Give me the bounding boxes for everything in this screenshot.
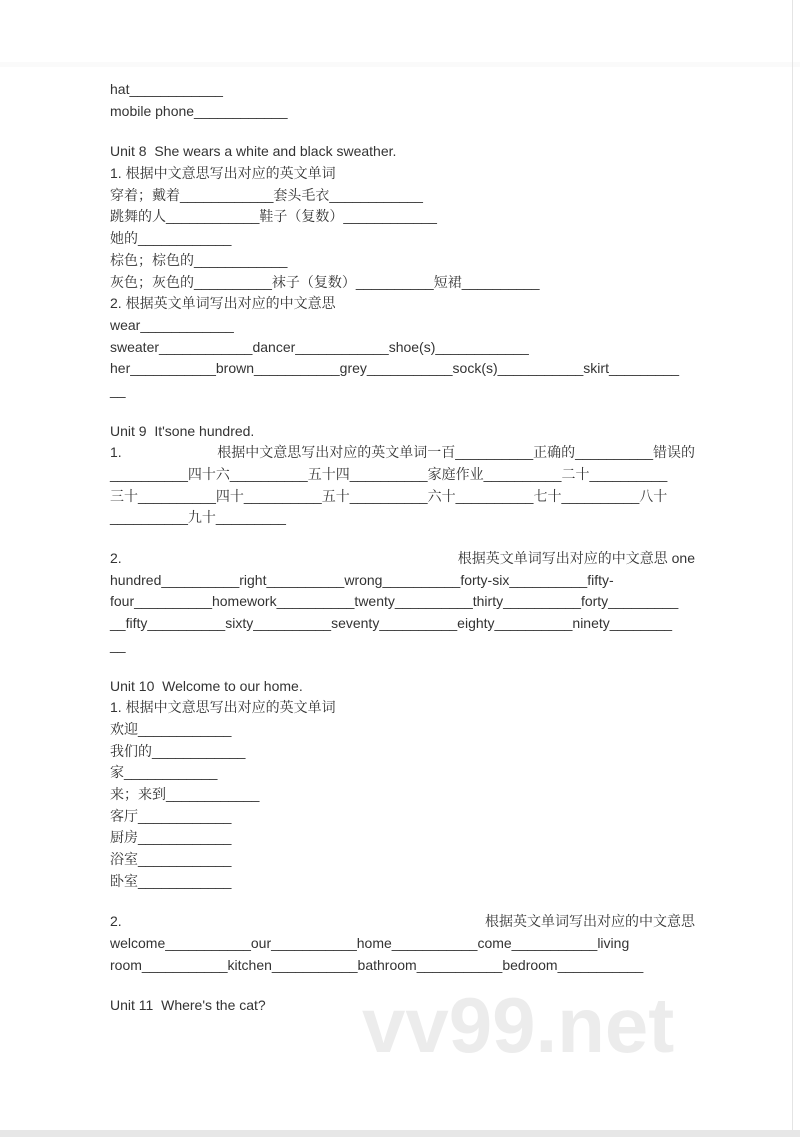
watermark: vv99.net xyxy=(362,981,675,1069)
bottom-divider-bar xyxy=(0,1130,800,1137)
text-line: __fifty__________sixty__________seventy__________eighty__________ninety________ xyxy=(110,615,673,632)
text-line: 灰色；灰色的__________袜子（复数）__________短裙__________ xyxy=(110,273,540,290)
text-line: 厨房____________ xyxy=(110,829,232,846)
numbered-line xyxy=(110,442,695,464)
text-line: Unit 8 She wears a white and black sweather. xyxy=(110,143,397,160)
text-line: hat____________ xyxy=(110,81,223,97)
text-line: Unit 11 Where's the cat? xyxy=(110,997,266,1014)
text-line: __________四十六__________五十四__________家庭作业__________二十__________ xyxy=(110,466,668,482)
right-page-edge xyxy=(792,0,793,1130)
numbered-line xyxy=(110,548,695,570)
text-line: __ xyxy=(110,636,126,653)
section-gap xyxy=(110,529,695,548)
text-line: 2. 根据英文单词写出对应的中文意思 xyxy=(110,295,336,312)
item-number: 1. xyxy=(110,444,122,461)
text-line: 1. 根据中文意思写出对应的英文单词 xyxy=(110,165,336,182)
worksheet-text xyxy=(110,79,695,1017)
text-line: 穿着；戴着____________套头毛衣____________ xyxy=(110,186,423,203)
item-instruction: 根据英文单词写出对应的中文意思 one xyxy=(457,550,695,567)
text-line: 三十__________四十__________五十__________六十__________七十__________八十 xyxy=(110,487,668,504)
text-line: 欢迎____________ xyxy=(110,720,232,737)
text-line: Unit 10 Welcome to our home. xyxy=(110,677,303,694)
text-line: 1. 根据中文意思写出对应的英文单词 xyxy=(110,699,336,716)
item-instruction: 根据英文单词写出对应的中文意思 xyxy=(485,913,695,930)
text-line: room___________kitchen___________bathroom___________bedroom___________ xyxy=(110,956,644,973)
text-line: __________九十_________ xyxy=(110,509,286,526)
text-line: 卧室____________ xyxy=(110,872,232,889)
section-gap xyxy=(110,976,695,995)
text-line: 来；来到____________ xyxy=(110,785,260,802)
text-line: 棕色；棕色的____________ xyxy=(110,251,288,268)
text-line: __ xyxy=(110,381,126,398)
numbered-line xyxy=(110,911,695,933)
text-line: sweater____________dancer____________shoe(s)____________ xyxy=(110,338,529,355)
text-line: 跳舞的人____________鞋子（复数）____________ xyxy=(110,208,437,225)
text-line: her___________brown___________grey___________sock(s)___________skirt_________ xyxy=(110,360,680,377)
section-gap xyxy=(110,892,695,911)
text-line: 我们的____________ xyxy=(110,742,246,759)
text-line: four__________homework__________twenty__________thirty__________forty_________ xyxy=(110,593,679,610)
item-number: 2. xyxy=(110,913,122,930)
text-line: welcome___________our___________home___________come___________living xyxy=(110,935,630,952)
item-number: 2. xyxy=(110,550,122,567)
section-gap xyxy=(110,122,695,141)
section-gap xyxy=(110,657,695,676)
text-line: 客厅____________ xyxy=(110,807,232,824)
text-line: hundred__________right__________wrong__________forty-six__________fifty- xyxy=(110,571,614,588)
section-gap xyxy=(110,402,695,421)
top-page-divider xyxy=(0,62,800,67)
text-line: mobile phone____________ xyxy=(110,102,288,119)
item-instruction: 根据中文意思写出对应的英文单词一百__________正确的__________错误的 xyxy=(217,444,695,461)
text-line: 家____________ xyxy=(110,764,218,781)
text-line: 她的____________ xyxy=(110,230,232,247)
text-line: 浴室____________ xyxy=(110,851,232,867)
text-line: wear____________ xyxy=(110,316,234,333)
text-line: Unit 9 It'sone hundred. xyxy=(110,422,255,439)
